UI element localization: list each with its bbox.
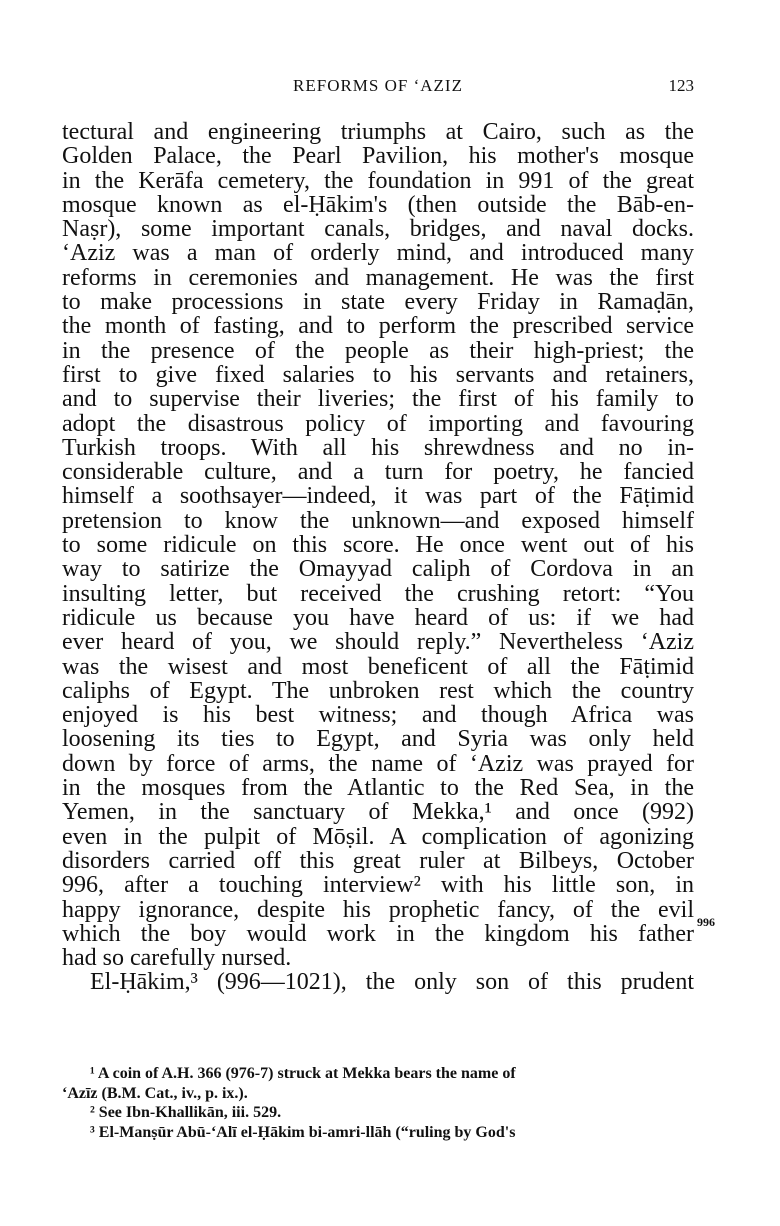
margin-date-note: 996 — [697, 915, 715, 929]
footnote-1: ¹ A coin of A.H. 366 (976-7) struck at Mekka bears the name of — [90, 1065, 516, 1082]
text-line: tectural and engineering triumphs at Cairo, such as the — [62, 119, 694, 145]
text-line: the month of fasting, and to perform the prescribed service — [62, 313, 694, 340]
text-line: Yemen, in the sanctuary of Mekka,¹ and once (992) — [62, 799, 694, 826]
text-line: caliphs of Egypt. The unbroken rest which the country — [62, 677, 694, 704]
text-line: reforms in ceremonies and management. He was the first — [62, 264, 694, 291]
page-header — [62, 76, 694, 104]
text-line: and to supervise their liveries; the first of his family to — [62, 386, 694, 413]
text-line: down by force of arms, the name of ‘Aziz was prayed for — [62, 750, 694, 777]
text-line: way to satirize the Omayyad caliph of Cordova in an — [62, 556, 694, 583]
text-line: first to give fixed salaries to his servants and retainers, — [62, 361, 694, 388]
text-line: ridicule us because you have heard of us: if we had — [62, 604, 694, 631]
text-line: Golden Palace, the Pearl Pavilion, his mother's mosque — [62, 143, 694, 170]
text-line: ever heard of you, we should reply.” Nevertheless ‘Aziz — [62, 629, 694, 656]
text-line: considerable culture, and a turn for poetry, he fancied — [62, 459, 694, 486]
text-line: loosening its ties to Egypt, and Syria was only held — [62, 726, 694, 753]
text-line: which the boy would work in the kingdom his father — [62, 920, 694, 947]
text-line: to some ridicule on this score. He once went out of his — [62, 532, 694, 559]
paragraph-end-line: had so carefully nursed. — [62, 945, 292, 972]
paragraph-start-line: El-Ḥākim,³ (996—1021), the only son of this prudent — [90, 969, 694, 996]
footnote-3: ³ El-Manṣūr Abū-‘Alī el-Ḥākim bi-amri-llāh (“ruling by God's — [90, 1123, 516, 1141]
text-line: in the Kerāfa cemetery, the foundation in 991 of the great — [62, 167, 694, 194]
body-text — [62, 120, 694, 995]
text-line: even in the pulpit of Mōṣil. A complication of agonizing — [62, 823, 694, 850]
text-line: to make processions in state every Friday in Ramaḍān, — [62, 289, 694, 316]
footnotes — [62, 1064, 694, 1142]
text-line: disorders carried off this great ruler at Bilbeys, October — [62, 847, 694, 874]
page-number: 123 — [668, 76, 694, 95]
running-head: REFORMS OF ‘AZIZ — [293, 76, 463, 95]
footnote-1-continued: ‘Azīz (B.M. Cat., iv., p. ix.). — [62, 1084, 248, 1102]
text-line: adopt the disastrous policy of importing and favouring — [62, 410, 694, 437]
text-line: ‘Aziz was a man of orderly mind, and introduced many — [62, 240, 694, 267]
text-line: enjoyed is his best witness; and though Africa was — [62, 702, 694, 729]
text-line: in the presence of the people as their high-priest; the — [62, 337, 694, 364]
text-line: 996, after a touching interview² with his little son, in — [62, 872, 694, 899]
text-line: happy ignorance, despite his prophetic fancy, of the evil — [62, 896, 694, 923]
text-line: himself a soothsayer—indeed, it was part of the Fāṭimid — [62, 483, 694, 510]
text-line: was the wisest and most beneficent of all the Fāṭimid — [62, 653, 694, 680]
text-line: Naṣr), some important canals, bridges, and naval docks. — [62, 216, 694, 243]
text-line: pretension to know the unknown—and exposed himself — [62, 507, 694, 534]
footnote-2: ² See Ibn-Khallikān, iii. 529. — [90, 1104, 282, 1121]
text-line: in the mosques from the Atlantic to the Red Sea, in the — [62, 775, 694, 802]
text-line: insulting letter, but received the crushing retort: “You — [62, 580, 694, 607]
text-line: mosque known as el-Ḥākim's (then outside the Bāb-en- — [62, 191, 694, 218]
text-line: Turkish troops. With all his shrewdness and no in- — [62, 434, 694, 461]
